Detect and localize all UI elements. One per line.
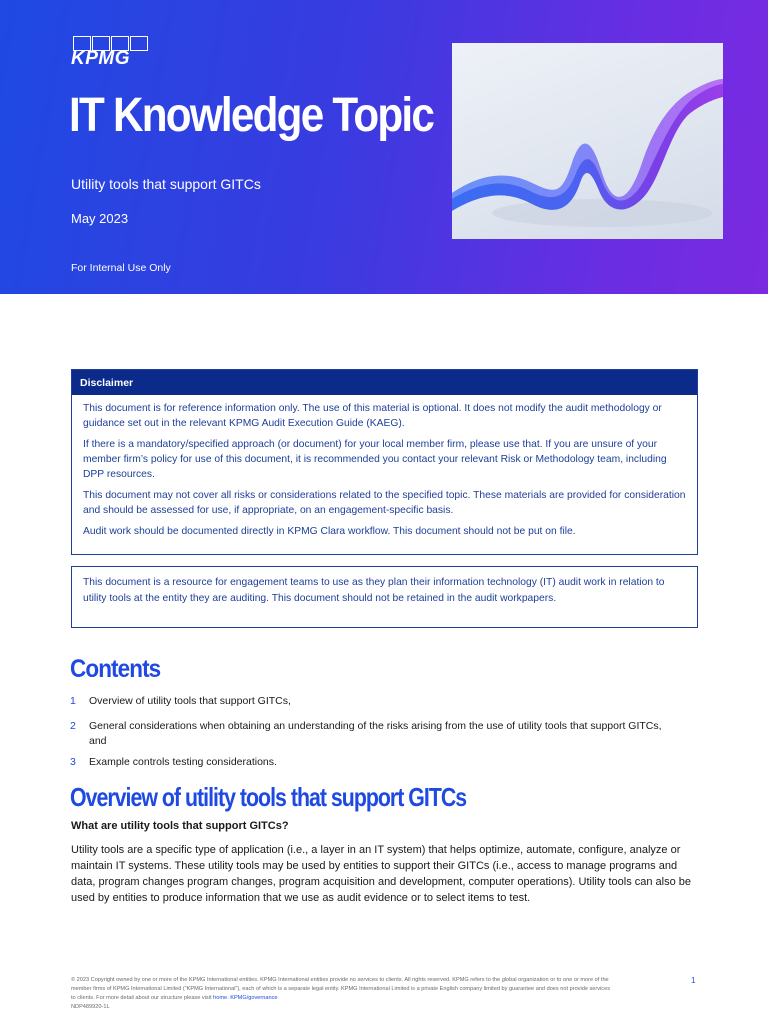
disclaimer-paragraph: This document is for reference information only. The use of this material is optional. It does not modify the audit methodology or guidance set out in the relevant KPMG Audit Execution Guide (KAEG). — [83, 403, 662, 429]
contents-item[interactable] — [70, 719, 670, 749]
document-subtitle: Utility tools that support GITCs — [71, 176, 261, 192]
contents-heading: Contents — [70, 655, 161, 683]
contents-item-text: Example controls testing considerations. — [89, 756, 277, 768]
section-paragraph: Utility tools are a specific type of application (i.e., a layer in an IT system) that helps optimize, automate, configure, analyze or maintain IT systems. These utility tools may be used by entities to support their GITCs (i.e., access to manage programs and data, program changes program changes, program acquisition and development, computer operations). Utility tools can also be used by entities to produce information that we use as audit evidence or to select items to test. — [71, 844, 692, 904]
resource-note-text: This document is a resource for engagement teams to use as they plan their information technology (IT) audit work in relation to utility tools at the entity they are auditing. This document should not be retained in the audit workpapers. — [83, 577, 665, 604]
disclaimer-heading: Disclaimer — [72, 370, 697, 395]
wave-ribbon-image — [452, 43, 723, 239]
disclaimer-paragraph: Audit work should be documented directly in KPMG Clara workflow. This document should not be put on file. — [83, 526, 576, 537]
document-title: IT Knowledge Topic — [69, 89, 434, 142]
internal-use-label: For Internal Use Only — [71, 262, 171, 274]
footer-text: © 2023 Copyright owned by one or more of the KPMG International entities. KPMG International entities provide no services to clients. All rights reserved. KPMG refers to the global organization or to one or more of the member firms of KPMG International Limited (“KPMG International”), each of which is a separate legal entity. KPMG International Limited is a private English company limited by guarantee and does not provide services to clients. For more detail about our structure please visit — [71, 977, 611, 1001]
kpmg-logo — [71, 36, 151, 70]
contents-item-number: 3 — [70, 756, 76, 768]
disclaimer-paragraph: If there is a mandatory/specified approach (or document) for your local member firm, please use that. If you are unsure of your member firm’s policy for use of this document, it is recommended you contact your relevant Risk or Methodology team, including DPP resources. — [83, 439, 667, 480]
section-heading: Overview of utility tools that support GITCs — [70, 782, 467, 812]
hero-banner — [0, 0, 768, 294]
contents-item-text: Overview of utility tools that support GITCs, — [89, 695, 291, 707]
footer-separator: . — [227, 995, 229, 1001]
footer-link-home[interactable]: home — [213, 995, 228, 1001]
disclaimer-paragraph: This document may not cover all risks or considerations related to the specified topic. These materials are provided for consideration and should be assessed for use, if appropriate, on an engagement-specific basis. — [83, 490, 686, 516]
contents-item-number: 1 — [70, 695, 76, 707]
disclaimer-box — [71, 369, 698, 555]
footer-link-governance[interactable]: KPMG/governance — [230, 995, 278, 1001]
disclaimer-body — [72, 395, 697, 539]
footer-copyright — [71, 976, 611, 1012]
document-date: May 2023 — [71, 211, 129, 226]
contents-item-number: 2 — [70, 720, 76, 732]
wave-ribbon-graphic — [452, 43, 723, 239]
page-number: 1 — [691, 976, 696, 985]
contents-item-text: General considerations when obtaining an understanding of the risks arising from the use of utility tools that support GITCs, and — [89, 720, 662, 747]
contents-item[interactable] — [70, 694, 670, 709]
section-question: What are utility tools that support GITCs? — [71, 820, 289, 832]
resource-note-box — [71, 566, 698, 628]
contents-list — [70, 694, 670, 770]
logo-text: KPMG — [71, 48, 130, 69]
contents-item[interactable] — [70, 755, 670, 770]
footer-code: NDP489920-1L — [71, 1004, 110, 1010]
